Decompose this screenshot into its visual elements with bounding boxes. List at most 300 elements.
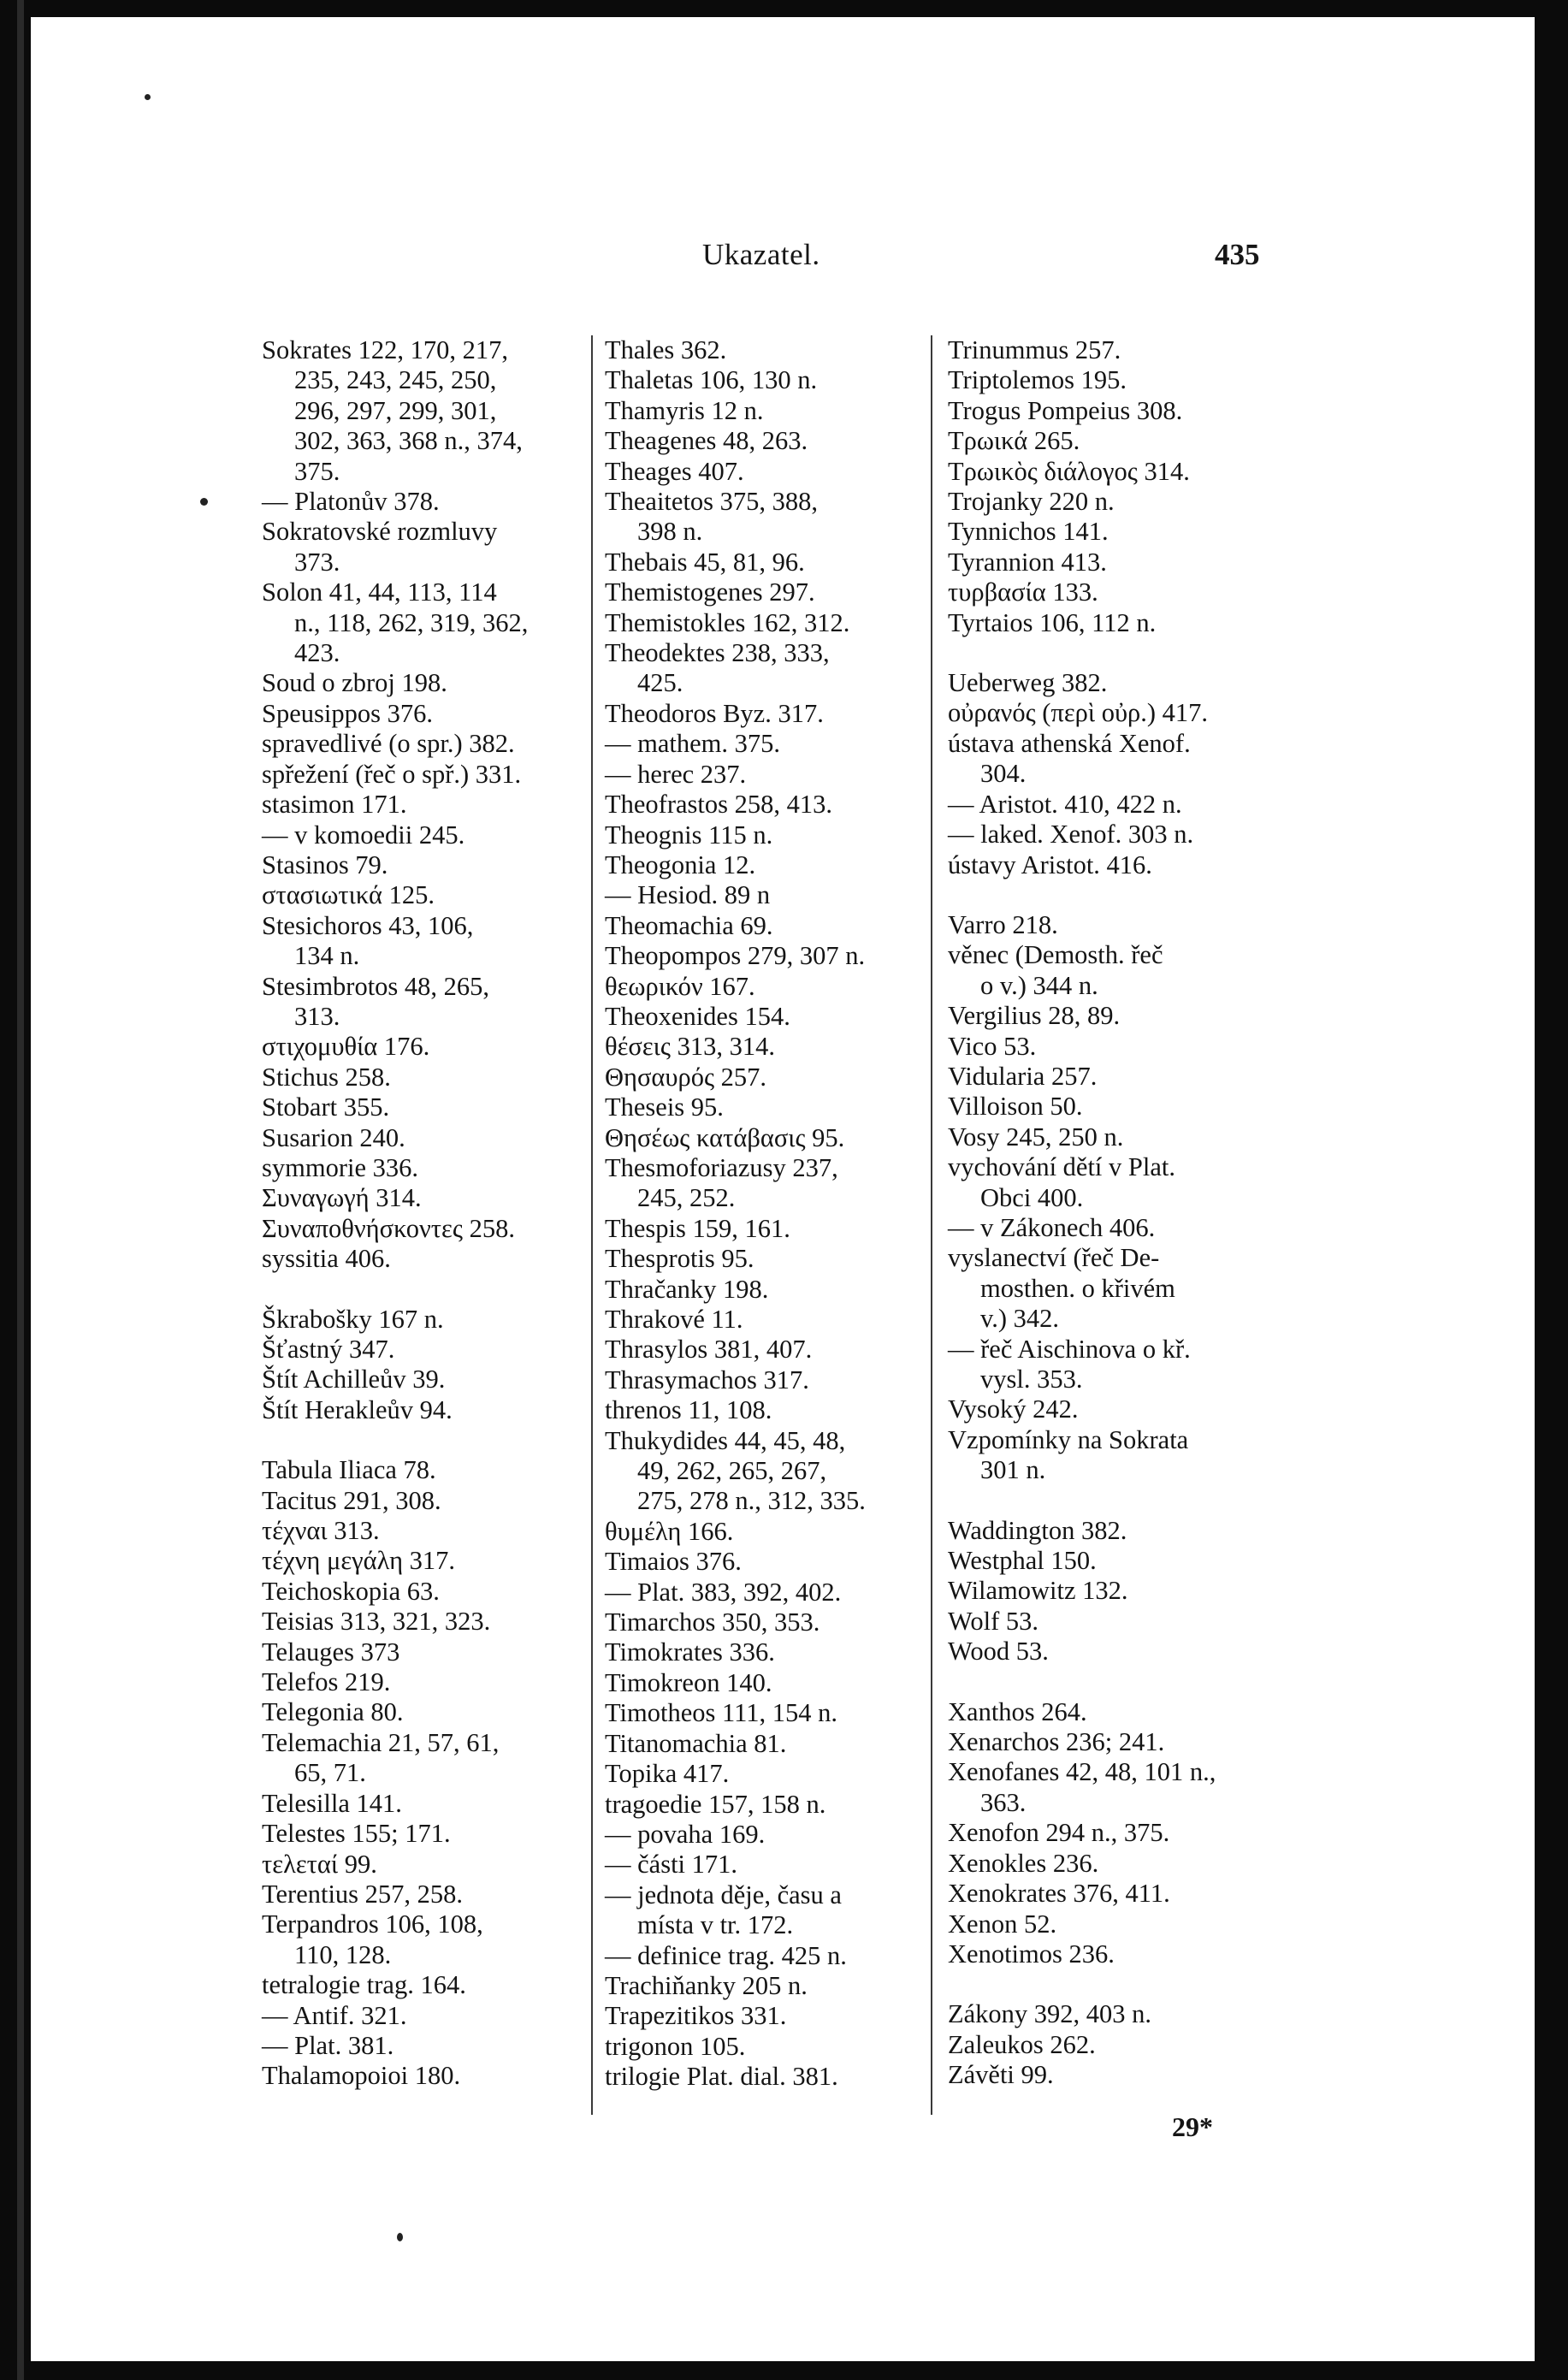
index-entry-text: Timokreon 140. xyxy=(605,1667,772,1697)
index-entry-text: Xenofon 294 n., 375. xyxy=(948,1818,1170,1848)
index-entry xyxy=(605,638,949,699)
index-entry xyxy=(948,698,1307,728)
index-entry xyxy=(262,1850,614,1880)
index-entry xyxy=(948,790,1307,820)
index-entry xyxy=(948,1576,1307,1606)
index-entry-text: Thaletas 106, 130 n. xyxy=(605,365,818,395)
index-entry xyxy=(605,1971,949,2001)
index-entry-text: Thalamopoioi 180. xyxy=(262,2061,461,2091)
index-entry xyxy=(605,1063,949,1092)
index-entry-text: — Antif. 321. xyxy=(262,2000,407,2030)
index-entry-text: Telefos 219. xyxy=(262,1667,391,1697)
index-entry xyxy=(948,1032,1307,1062)
index-entry xyxy=(262,1153,614,1183)
index-entry-text: — Plat. 383, 392, 402. xyxy=(605,1577,842,1607)
index-entry xyxy=(948,1607,1307,1637)
index-entry xyxy=(948,1849,1307,1879)
index-entry xyxy=(262,1516,614,1546)
index-entry xyxy=(948,1243,1307,1334)
index-entry-text: — v Zákonech 406. xyxy=(948,1212,1156,1242)
index-entry xyxy=(948,577,1307,607)
index-entry xyxy=(605,1002,949,1032)
index-entry-text: Theognis 115 n. xyxy=(605,820,773,850)
index-entry xyxy=(948,668,1307,698)
index-entry-text: Θησέως κατάβασις 95. xyxy=(605,1122,845,1152)
index-entry-text: Wolf 53. xyxy=(948,1606,1038,1636)
index-entry xyxy=(605,426,949,456)
index-entry xyxy=(605,699,949,729)
index-entry-text: Telemachia 21, 57, 61, 65, 71. xyxy=(262,1727,500,1788)
index-entry-text: Susarion 240. xyxy=(262,1122,405,1152)
index-entry xyxy=(605,2001,949,2031)
index-entry xyxy=(948,2030,1307,2060)
index-entry-text: Škrabošky 167 n. xyxy=(262,1304,444,1334)
section-gap xyxy=(948,1486,1307,1516)
index-entry xyxy=(605,1275,949,1305)
section-gap xyxy=(948,1969,1307,1999)
index-entry xyxy=(605,396,949,426)
index-entry-text: Theages 407. xyxy=(605,456,744,486)
index-entry xyxy=(605,820,949,850)
index-entry xyxy=(262,1455,614,1485)
index-entry-text: Stasinos 79. xyxy=(262,850,388,879)
index-entry xyxy=(262,1697,614,1727)
index-entry-text: Waddington 382. xyxy=(948,1515,1127,1545)
index-entry-text: trilogie Plat. dial. 381. xyxy=(605,2062,838,2092)
index-entry xyxy=(948,1546,1307,1576)
index-entry-text: — herec 237. xyxy=(605,759,747,789)
index-entry-text: Sokrates 122, 170, 217, 235, 243, 245, 250, 296, 297, 299, 301, 302, 363, 368 n., 374, 375. xyxy=(262,335,523,486)
index-entry xyxy=(262,1335,614,1365)
index-entry xyxy=(605,880,949,910)
index-entry xyxy=(262,668,614,698)
index-entry-text: Tyrannion 413. xyxy=(948,547,1107,577)
index-entry xyxy=(948,1697,1307,1727)
index-entry-text: Telestes 155; 171. xyxy=(262,1819,451,1849)
index-entry-text: Terentius 257, 258. xyxy=(262,1879,464,1909)
index-entry xyxy=(605,1607,949,1637)
index-entry-text: Thrasymachos 317. xyxy=(605,1365,809,1394)
index-entry-text: Trapezitikos 331. xyxy=(605,2001,787,2031)
index-entry xyxy=(262,1365,614,1394)
index-entry xyxy=(262,911,614,972)
index-entry-text: Τρωικά 265. xyxy=(948,426,1080,456)
book-page xyxy=(31,17,1535,2361)
index-entry-text: — jednota děje, času a místa v tr. 172. xyxy=(605,1880,842,1940)
index-entry xyxy=(262,972,614,1033)
index-entry xyxy=(948,1637,1307,1667)
index-entry-text: — Hesiod. 89 n xyxy=(605,880,771,910)
index-entry-text: Sokratovské rozmluvy 373. xyxy=(262,517,498,577)
index-entry xyxy=(262,2001,614,2031)
index-entry xyxy=(605,1032,949,1062)
index-entry-text: οὐρανός (περὶ οὐρ.) 417. xyxy=(948,698,1209,728)
index-entry-text: Theopompos 279, 307 n. xyxy=(605,941,866,971)
index-entry-text: Stesimbrotos 48, 265, 313. xyxy=(262,971,490,1031)
index-entry-text: — laked. Xenof. 303 n. xyxy=(948,820,1194,850)
index-entry-text: τέχνη μεγάλη 317. xyxy=(262,1546,456,1576)
index-entry-text: Thebais 45, 81, 96. xyxy=(605,547,805,577)
index-entry-text: θέσεις 313, 314. xyxy=(605,1032,775,1062)
index-entry xyxy=(262,1063,614,1092)
index-entry xyxy=(262,699,614,729)
index-entry xyxy=(262,2061,614,2091)
index-entry xyxy=(262,1123,614,1153)
index-entry xyxy=(262,1214,614,1244)
index-entry xyxy=(605,1668,949,1698)
index-entry xyxy=(948,1818,1307,1848)
index-entry xyxy=(948,729,1307,790)
index-entry-text: Thesmoforiazusy 237, 245, 252. xyxy=(605,1152,838,1213)
index-entry-text: trigonon 105. xyxy=(605,2031,746,2061)
index-entry xyxy=(262,1486,614,1516)
index-entry-text: Xenon 52. xyxy=(948,1909,1057,1939)
index-entry xyxy=(262,1909,614,1970)
index-entry-text: — definice trag. 425 n. xyxy=(605,1940,847,1970)
index-entry-text: στιχομυθία 176. xyxy=(262,1032,430,1062)
index-entry xyxy=(605,1426,949,1517)
index-entry-text: ústavy Aristot. 416. xyxy=(948,850,1152,879)
index-entry xyxy=(605,608,949,638)
index-entry-text: threnos 11, 108. xyxy=(605,1395,772,1425)
index-entry-text: Villoison 50. xyxy=(948,1092,1083,1122)
index-entry xyxy=(605,1244,949,1274)
index-entry-text: Stichus 258. xyxy=(262,1062,391,1092)
index-entry-text: Xenotimos 236. xyxy=(948,1939,1115,1969)
index-entry xyxy=(605,1305,949,1335)
index-entry-text: Theaitetos 375, 388, 398 n. xyxy=(605,487,819,547)
index-entry-text: Xenokrates 376, 411. xyxy=(948,1879,1170,1909)
index-entry xyxy=(262,729,614,759)
index-entry-text: Wilamowitz 132. xyxy=(948,1576,1128,1606)
index-entry xyxy=(948,820,1307,850)
index-entry xyxy=(605,1214,949,1244)
index-entry xyxy=(605,2032,949,2062)
index-entry-text: Timaios 376. xyxy=(605,1547,742,1577)
index-entry xyxy=(948,940,1307,1001)
index-entry-text: Τρωικὸς διάλογος 314. xyxy=(948,456,1190,486)
index-entry-text: Theodektes 238, 333, 425. xyxy=(605,638,830,698)
index-entry-text: Terpandros 106, 108, 110, 128. xyxy=(262,1909,483,1969)
index-entry-text: Stobart 355. xyxy=(262,1092,390,1122)
index-entry xyxy=(605,487,949,548)
index-entry-text: Westphal 150. xyxy=(948,1546,1097,1576)
index-entry xyxy=(605,1880,949,1941)
index-entry xyxy=(262,1244,614,1274)
index-entry xyxy=(605,911,949,941)
index-entry-text: Thračanky 198. xyxy=(605,1274,769,1304)
index-entry-text: Tabula Iliaca 78. xyxy=(262,1455,436,1485)
index-entry xyxy=(262,1667,614,1697)
page-number: 435 xyxy=(1215,238,1260,271)
index-entry-text: τελεταί 99. xyxy=(262,1849,377,1879)
index-entry-text: Štít Achilleův 39. xyxy=(262,1365,446,1394)
index-entry-text: Vzpomínky na Sokrata 301 n. xyxy=(948,1424,1189,1485)
index-entry-text: — Platonův 378. xyxy=(262,487,440,517)
section-gap xyxy=(948,1667,1307,1697)
index-entry xyxy=(605,1578,949,1607)
index-entry-text: — řeč Aischinova o kř. vysl. 353. xyxy=(948,1334,1191,1394)
index-entry xyxy=(605,1941,949,1971)
index-entry-text: Συναγωγή 314. xyxy=(262,1183,422,1213)
index-entry xyxy=(948,1001,1307,1031)
index-entry-text: Tyrtaios 106, 112 n. xyxy=(948,607,1157,637)
index-entry-text: Themistogenes 297. xyxy=(605,577,815,607)
index-entry-text: věnec (Demosth. řeč o v.) 344 n. xyxy=(948,940,1163,1000)
index-entry-text: Teisias 313, 321, 323. xyxy=(262,1607,491,1637)
index-entry-text: Vosy 245, 250 n. xyxy=(948,1122,1124,1152)
index-entry-text: θυμέλη 166. xyxy=(605,1516,734,1546)
scan-speck xyxy=(145,94,151,100)
index-entry-text: — Plat. 381. xyxy=(262,2030,394,2060)
index-entry-text: Solon 41, 44, 113, 114 n., 118, 262, 319, 362, 423. xyxy=(262,577,529,668)
section-gap xyxy=(948,880,1307,910)
index-entry xyxy=(262,1970,614,2000)
index-entry xyxy=(948,1122,1307,1152)
index-entry-text: Speusippos 376. xyxy=(262,698,433,728)
index-entry-text: syssitia 406. xyxy=(262,1244,391,1274)
scan-edge xyxy=(17,0,24,2380)
index-entry xyxy=(948,1909,1307,1939)
index-entry-text: Timarchos 350, 353. xyxy=(605,1607,820,1637)
index-entry xyxy=(605,941,949,971)
index-entry-text: Wood 53. xyxy=(948,1637,1049,1667)
index-entry-text: Theagenes 48, 263. xyxy=(605,426,808,456)
index-entry xyxy=(948,396,1307,426)
index-entry-text: Timotheos 111, 154 n. xyxy=(605,1698,837,1728)
index-entry xyxy=(605,335,949,365)
index-entry xyxy=(262,1637,614,1667)
index-entry-text: Triptolemos 195. xyxy=(948,365,1127,395)
index-entry xyxy=(948,1335,1307,1395)
index-entry-text: Xenokles 236. xyxy=(948,1848,1099,1878)
index-entry-text: Štít Herakleův 94. xyxy=(262,1394,453,1424)
index-entry xyxy=(605,972,949,1002)
index-entry xyxy=(948,1092,1307,1122)
index-entry xyxy=(948,1213,1307,1243)
index-entry-text: Telegonia 80. xyxy=(262,1697,404,1727)
index-entry-text: Stesichoros 43, 106, 134 n. xyxy=(262,910,474,971)
index-entry-text: Soud o zbroj 198. xyxy=(262,668,447,698)
index-entry xyxy=(948,335,1307,365)
index-entry-text: Thesprotis 95. xyxy=(605,1244,754,1274)
index-entry xyxy=(948,1062,1307,1092)
index-entry-text: Xenofanes 42, 48, 101 n., 363. xyxy=(948,1757,1216,1817)
index-entry-text: stasimon 171. xyxy=(262,790,407,820)
index-entry-text: Vysoký 242. xyxy=(948,1394,1079,1424)
index-entry xyxy=(262,2031,614,2061)
index-entry xyxy=(262,1032,614,1062)
index-entry xyxy=(605,1153,949,1214)
index-entry-text: Theogonia 12. xyxy=(605,850,756,879)
index-entry-text: Zákony 392, 403 n. xyxy=(948,1999,1152,2029)
page-header xyxy=(31,238,1535,289)
index-entry-text: vychování dětí v Plat. Obci 400. xyxy=(948,1152,1175,1212)
section-gap xyxy=(948,638,1307,668)
index-entry xyxy=(948,487,1307,517)
index-entry xyxy=(948,365,1307,395)
index-entry-text: — Aristot. 410, 422 n. xyxy=(948,789,1182,819)
index-entry xyxy=(262,1183,614,1213)
index-entry-text: Teichoskopia 63. xyxy=(262,1576,440,1606)
index-entry-text: τέχναι 313. xyxy=(262,1516,380,1546)
index-entry xyxy=(948,910,1307,940)
index-entry-text: Συναποθνήσκοντες 258. xyxy=(262,1213,515,1243)
index-column-2 xyxy=(605,335,949,2093)
index-entry-text: Xenarchos 236; 241. xyxy=(948,1727,1165,1757)
index-entry-text: — v komoedii 245. xyxy=(262,820,465,850)
index-entry xyxy=(262,487,614,517)
index-entry xyxy=(948,457,1307,487)
index-entry xyxy=(948,1999,1307,2029)
index-column-3 xyxy=(948,335,1307,2091)
index-entry xyxy=(262,1728,614,1789)
index-entry-text: Θησαυρός 257. xyxy=(605,1062,767,1092)
index-entry xyxy=(948,1879,1307,1909)
index-entry-text: Trachiňanky 205 n. xyxy=(605,1970,808,2000)
index-entry xyxy=(605,457,949,487)
index-entry-text: — mathem. 375. xyxy=(605,729,780,759)
index-entry xyxy=(262,790,614,820)
index-entry-text: Varro 218. xyxy=(948,909,1058,939)
index-entry xyxy=(262,850,614,880)
index-entry-text: Tynnichos 141. xyxy=(948,517,1109,547)
index-entry xyxy=(605,1637,949,1667)
index-entry xyxy=(948,850,1307,880)
index-entry xyxy=(948,1727,1307,1757)
signature-mark: 29* xyxy=(1172,2111,1213,2142)
index-entry xyxy=(605,1790,949,1820)
index-entry xyxy=(948,1516,1307,1546)
index-entry-text: Zaleukos 262. xyxy=(948,2029,1096,2059)
index-entry-text: Thrasylos 381, 407. xyxy=(605,1335,813,1365)
index-entry-text: Xanthos 264. xyxy=(948,1696,1087,1726)
index-entry-text: Ueberweg 382. xyxy=(948,668,1108,698)
running-head: Ukazatel. xyxy=(702,238,820,271)
index-entry xyxy=(262,820,614,850)
index-entry xyxy=(262,1577,614,1607)
index-entry-text: ústava athenská Xenof. 304. xyxy=(948,728,1191,789)
index-entry-text: Thamyris 12 n. xyxy=(605,395,764,425)
index-entry xyxy=(605,1092,949,1122)
index-entry xyxy=(262,880,614,910)
section-gap xyxy=(262,1425,614,1455)
index-entry xyxy=(948,608,1307,638)
index-entry-text: Trogus Pompeius 308. xyxy=(948,395,1183,425)
index-entry-text: θεωρικόν 167. xyxy=(605,971,755,1001)
index-entry xyxy=(262,1395,614,1425)
index-entry xyxy=(262,1819,614,1849)
index-entry-text: Vidularia 257. xyxy=(948,1061,1098,1091)
index-entry-text: Šťastný 347. xyxy=(262,1335,395,1364)
index-entry xyxy=(605,577,949,607)
index-entry xyxy=(262,1546,614,1576)
index-entry-text: Theofrastos 258, 413. xyxy=(605,790,832,820)
index-entry-text: τυρβασία 133. xyxy=(948,577,1098,607)
index-entry-text: Telauges 373 xyxy=(262,1637,400,1667)
scan-speck xyxy=(200,498,208,506)
index-entry-text: spřežení (řeč o spř.) 331. xyxy=(262,759,522,789)
index-entry xyxy=(948,517,1307,547)
index-entry-text: Theomachia 69. xyxy=(605,910,773,940)
index-entry xyxy=(605,1820,949,1850)
index-entry xyxy=(605,1395,949,1425)
index-entry xyxy=(605,1365,949,1395)
index-entry xyxy=(948,1425,1307,1486)
index-entry-text: Thales 362. xyxy=(605,335,727,364)
index-entry xyxy=(948,1757,1307,1818)
index-entry-text: vyslanectví (řeč De- mosthen. o křivém v.) 342. xyxy=(948,1243,1175,1334)
index-entry xyxy=(605,760,949,790)
index-entry xyxy=(948,2060,1307,2090)
index-entry xyxy=(262,1789,614,1819)
index-entry xyxy=(605,1335,949,1365)
index-entry xyxy=(262,760,614,790)
index-entry-text: Titanomachia 81. xyxy=(605,1728,787,1758)
index-entry xyxy=(262,1305,614,1335)
index-entry-text: Theseis 95. xyxy=(605,1092,724,1122)
index-entry xyxy=(605,1759,949,1789)
index-entry-text: Thrakové 11. xyxy=(605,1305,743,1334)
index-entry xyxy=(262,517,614,577)
index-entry-text: Timokrates 336. xyxy=(605,1637,775,1667)
index-entry-text: Závěti 99. xyxy=(948,2060,1054,2090)
index-entry-text: Trinummus 257. xyxy=(948,335,1121,364)
index-entry xyxy=(605,1547,949,1577)
index-entry xyxy=(948,1152,1307,1213)
index-entry-text: — povaha 169. xyxy=(605,1819,766,1849)
index-entry xyxy=(948,426,1307,456)
index-entry-text: Thukydides 44, 45, 48, 49, 262, 265, 267, 275, 278 n., 312, 335. xyxy=(605,1425,866,1516)
index-entry xyxy=(605,790,949,820)
index-entry-text: — části 171. xyxy=(605,1850,738,1880)
index-entry-text: Vico 53. xyxy=(948,1031,1037,1061)
index-entry xyxy=(948,1939,1307,1969)
index-entry xyxy=(262,1092,614,1122)
index-entry xyxy=(605,2062,949,2092)
index-entry xyxy=(605,1850,949,1880)
index-entry-text: στασιωτικά 125. xyxy=(262,880,435,910)
index-entry xyxy=(262,1880,614,1909)
index-entry xyxy=(605,850,949,880)
index-entry-text: Thespis 159, 161. xyxy=(605,1213,790,1243)
index-entry-text: Theoxenides 154. xyxy=(605,1001,790,1031)
index-entry xyxy=(605,365,949,395)
index-entry xyxy=(948,1394,1307,1424)
index-entry-text: spravedlivé (o spr.) 382. xyxy=(262,729,515,759)
index-entry-text: Vergilius 28, 89. xyxy=(948,1001,1121,1031)
index-entry xyxy=(605,1517,949,1547)
index-entry-text: tragoedie 157, 158 n. xyxy=(605,1789,826,1819)
index-entry xyxy=(605,1123,949,1153)
index-entry xyxy=(262,577,614,668)
index-column-1 xyxy=(262,335,614,2092)
section-gap xyxy=(262,1275,614,1305)
index-entry xyxy=(948,548,1307,577)
index-entry xyxy=(262,1607,614,1637)
index-entry-text: symmorie 336. xyxy=(262,1152,418,1182)
index-entry-text: Theodoros Byz. 317. xyxy=(605,698,824,728)
scan-speck xyxy=(397,2233,403,2241)
index-entry xyxy=(605,729,949,759)
index-entry xyxy=(262,335,614,487)
index-entry-text: Themistokles 162, 312. xyxy=(605,607,850,637)
index-entry-text: Telesilla 141. xyxy=(262,1788,402,1818)
index-entry-text: Tacitus 291, 308. xyxy=(262,1485,441,1515)
index-entry-text: Topika 417. xyxy=(605,1759,730,1789)
index-entry xyxy=(605,1729,949,1759)
index-entry-text: tetralogie trag. 164. xyxy=(262,1970,466,2000)
